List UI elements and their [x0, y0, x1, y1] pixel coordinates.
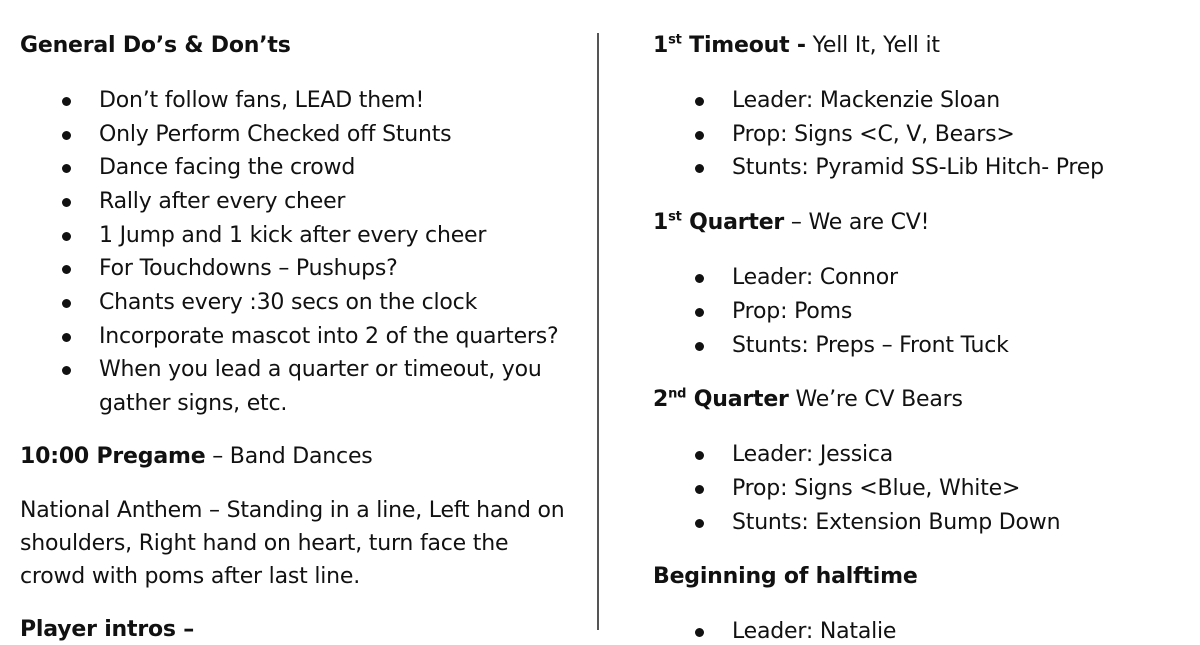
bullet-icon — [695, 97, 704, 106]
pregame-text: – Band Dances — [205, 444, 373, 469]
bullet-icon — [695, 342, 704, 351]
pregame-line — [20, 444, 373, 470]
anthem-line: shoulders, Right hand on heart, turn face the — [20, 531, 509, 556]
list-item: Stunts: Preps – Front Tuck — [732, 333, 1009, 358]
bullet-icon — [62, 333, 71, 342]
heading-subtitle: Yell It, Yell it — [805, 33, 940, 58]
list-item: Leader: Mackenzie Sloan — [732, 88, 1000, 113]
list-item: Only Perform Checked off Stunts — [99, 122, 452, 147]
heading-number: 1 — [653, 210, 669, 235]
list-item: Don’t follow fans, LEAD them! — [99, 88, 425, 113]
list-item-continuation: gather signs, etc. — [99, 391, 288, 416]
list-item: Stunts: Pyramid SS-Lib Hitch- Prep — [732, 155, 1104, 180]
heading-ordinal: st — [668, 32, 682, 48]
list-item: Prop: Poms — [732, 299, 853, 324]
list-item: Stunts: Extension Bump Down — [732, 510, 1061, 535]
bullet-icon — [695, 308, 704, 317]
bullet-icon — [695, 519, 704, 528]
bullet-icon — [62, 299, 71, 308]
player-intros-heading: Player intros – — [20, 617, 195, 642]
heading-ordinal: st — [668, 209, 682, 225]
heading-subtitle: We’re CV Bears — [788, 387, 963, 412]
bullet-icon — [695, 628, 704, 637]
bullet-icon — [62, 97, 71, 106]
bullet-icon — [695, 485, 704, 494]
heading-number: 1 — [653, 33, 669, 58]
bullet-icon — [695, 164, 704, 173]
anthem-line: National Anthem – Standing in a line, Left hand on — [20, 498, 565, 523]
bullet-icon — [62, 164, 71, 173]
list-item: Dance facing the crowd — [99, 155, 356, 180]
heading-label: Quarter — [686, 387, 789, 412]
column-divider — [597, 33, 599, 630]
heading-ordinal: nd — [668, 386, 687, 402]
list-item: 1 Jump and 1 kick after every cheer — [99, 223, 487, 248]
heading-label: Quarter — [681, 210, 785, 235]
bullet-icon — [62, 232, 71, 241]
bullet-icon — [62, 131, 71, 140]
bullet-icon — [695, 274, 704, 283]
heading-label: Timeout - — [681, 33, 806, 58]
list-item: When you lead a quarter or timeout, you — [99, 357, 542, 382]
quarter1-heading — [653, 210, 929, 236]
bullet-icon — [62, 366, 71, 375]
list-item: Rally after every cheer — [99, 189, 346, 214]
bullet-icon — [695, 451, 704, 460]
heading-subtitle: – We are CV! — [784, 210, 930, 235]
bullet-icon — [62, 198, 71, 207]
list-item: Chants every :30 secs on the clock — [99, 290, 478, 315]
timeout1-heading — [653, 33, 940, 59]
list-item: Prop: Signs <Blue, White> — [732, 476, 1021, 501]
pregame-label: 10:00 Pregame — [20, 444, 206, 469]
list-item: Leader: Natalie — [732, 619, 897, 644]
anthem-line: crowd with poms after last line. — [20, 564, 361, 589]
halftime-heading: Beginning of halftime — [653, 564, 918, 589]
bullet-icon — [62, 265, 71, 274]
heading-number: 2 — [653, 387, 669, 412]
bullet-icon — [695, 131, 704, 140]
list-item: Prop: Signs <C, V, Bears> — [732, 122, 1015, 147]
list-item: Incorporate mascot into 2 of the quarters? — [99, 324, 559, 349]
quarter2-heading — [653, 387, 963, 413]
list-item: Leader: Jessica — [732, 442, 894, 467]
list-item: For Touchdowns – Pushups? — [99, 256, 398, 281]
general-heading: General Do’s & Don’ts — [20, 33, 291, 58]
list-item: Leader: Connor — [732, 265, 898, 290]
